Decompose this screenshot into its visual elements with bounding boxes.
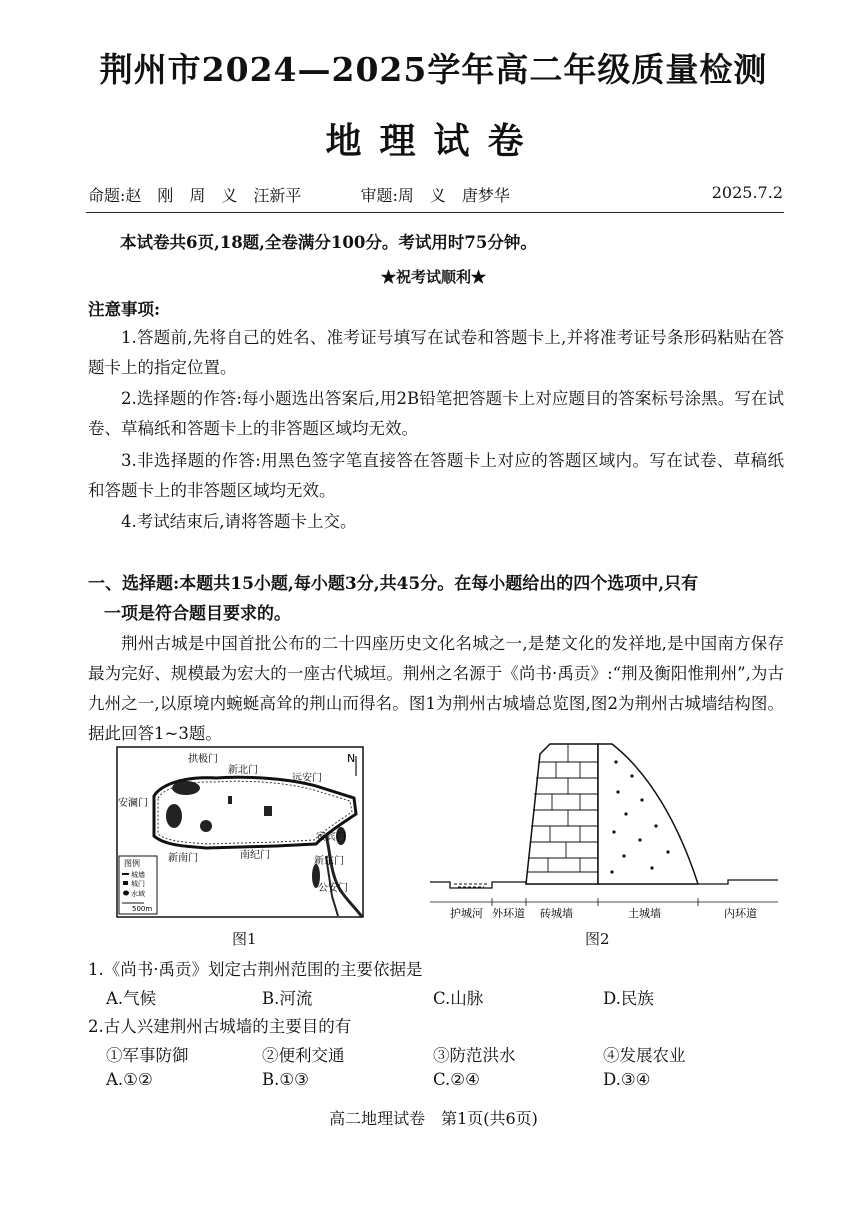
note-item: 4.考试结束后,请将答题卡上交。 bbox=[121, 512, 357, 531]
question-2-item: ④发展农业 bbox=[603, 1046, 686, 1065]
header-divider bbox=[86, 212, 784, 213]
north-label: N bbox=[347, 752, 356, 765]
reviewers: 审题:周 义 唐梦华 bbox=[360, 186, 510, 205]
gate-label: 新南门 bbox=[168, 853, 198, 864]
gate-label: 拱极门 bbox=[188, 754, 218, 765]
note-item: 2.选择题的作答:每小题选出答案后,用2B铅笔把答题卡上对应题目的答案标号涂黑。写在试卷、草稿纸和答题卡上的非答题区域均无效。 bbox=[88, 389, 784, 438]
gate-label: 南纪门 bbox=[240, 850, 270, 861]
gate-label: 安澜门 bbox=[118, 798, 148, 809]
structure-label: 土城墙 bbox=[628, 907, 661, 920]
gate-label: 寅宾门 bbox=[316, 832, 346, 843]
question-2-item: ③防范洪水 bbox=[433, 1046, 516, 1065]
page-footer: 高二地理试卷 第1页(共6页) bbox=[329, 1109, 538, 1128]
question-2-item: ②便利交通 bbox=[262, 1046, 345, 1065]
question-2-option-b: B.①③ bbox=[262, 1070, 309, 1089]
legend-item: 水域 bbox=[131, 890, 145, 898]
legend-item: 城门 bbox=[131, 880, 145, 888]
exam-title: 荆州市2024—2025学年高二年级质量检测 bbox=[99, 50, 768, 89]
section-heading bbox=[88, 569, 784, 629]
question-2-option-d: D.③④ bbox=[603, 1070, 651, 1089]
figure2-wall-structure bbox=[428, 742, 780, 922]
question-2-stem: 2.古人兴建荆州古城墙的主要目的有 bbox=[88, 1017, 352, 1036]
figure2-caption: 图2 bbox=[585, 930, 610, 948]
gate-label: 远安门 bbox=[292, 773, 322, 784]
subject-title: 地理试卷 bbox=[325, 120, 542, 162]
setters: 命题:赵 刚 周 义 汪新平 bbox=[88, 186, 302, 205]
figure1-map bbox=[116, 746, 364, 918]
question-2-item: ①军事防御 bbox=[106, 1046, 189, 1065]
gate-label: 新北门 bbox=[228, 765, 258, 776]
exam-date: 2025.7.2 bbox=[711, 183, 783, 202]
section-heading-line1: 一、选择题:本题共15小题,每小题3分,共45分。在每小题给出的四个选项中,只有 bbox=[88, 574, 699, 594]
gate-label: 公安门 bbox=[318, 883, 348, 894]
question-2-option-c: C.②④ bbox=[433, 1070, 480, 1089]
authors-line bbox=[88, 183, 524, 206]
scale-label: 500m bbox=[132, 905, 153, 913]
figure1-caption: 图1 bbox=[232, 930, 257, 948]
question-1-option-c: C.山脉 bbox=[433, 989, 484, 1008]
note-item: 1.答题前,先将自己的姓名、准考证号填写在试卷和答题卡上,并将准考证号条形码粘贴在答题卡上的指定位置。 bbox=[88, 328, 784, 377]
question-1-option-d: D.民族 bbox=[603, 989, 654, 1008]
legend-title: 图例 bbox=[124, 859, 140, 868]
question-2-option-a: A.①② bbox=[106, 1070, 153, 1089]
gate-label: 新东门 bbox=[314, 856, 344, 867]
reading-passage: 荆州古城是中国首批公布的二十四座历史文化名城之一,是楚文化的发祥地,是中国南方保存最为完好、规模最为宏大的一座古代城垣。荆州之名源于《尚书·禹贡》:“荆及衡阳惟荆州”,为古九州之一,以原境内蜿蜒高耸的荆山而得名。图1为荆州古城墙总览图,图2为荆州古城墙结构图。据此回答1~3题。 bbox=[88, 634, 784, 743]
good-luck-line: ★祝考试顺利★ bbox=[380, 268, 486, 286]
structure-label: 砖城墙 bbox=[540, 907, 573, 920]
legend-item: 城墙 bbox=[131, 871, 145, 879]
section-heading-line2: 一项是符合题目要求的。 bbox=[104, 604, 291, 624]
note-item: 3.非选择题的作答:用黑色签字笔直接答在答题卡上对应的答题区域内。写在试卷、草稿纸和答题卡上的非答题区域均无效。 bbox=[88, 451, 784, 500]
question-1-stem: 1.《尚书·禹贡》划定古荆州范围的主要依据是 bbox=[88, 960, 423, 979]
structure-label: 护城河 bbox=[450, 907, 483, 920]
notes-heading: 注意事项: bbox=[88, 300, 161, 319]
question-1-option-a: A.气候 bbox=[106, 989, 157, 1008]
exam-intro: 本试卷共6页,18题,全卷满分100分。考试用时75分钟。 bbox=[120, 233, 537, 252]
structure-label: 外环道 bbox=[492, 907, 525, 920]
question-1-option-b: B.河流 bbox=[262, 989, 313, 1008]
structure-label: 内环道 bbox=[724, 907, 757, 920]
